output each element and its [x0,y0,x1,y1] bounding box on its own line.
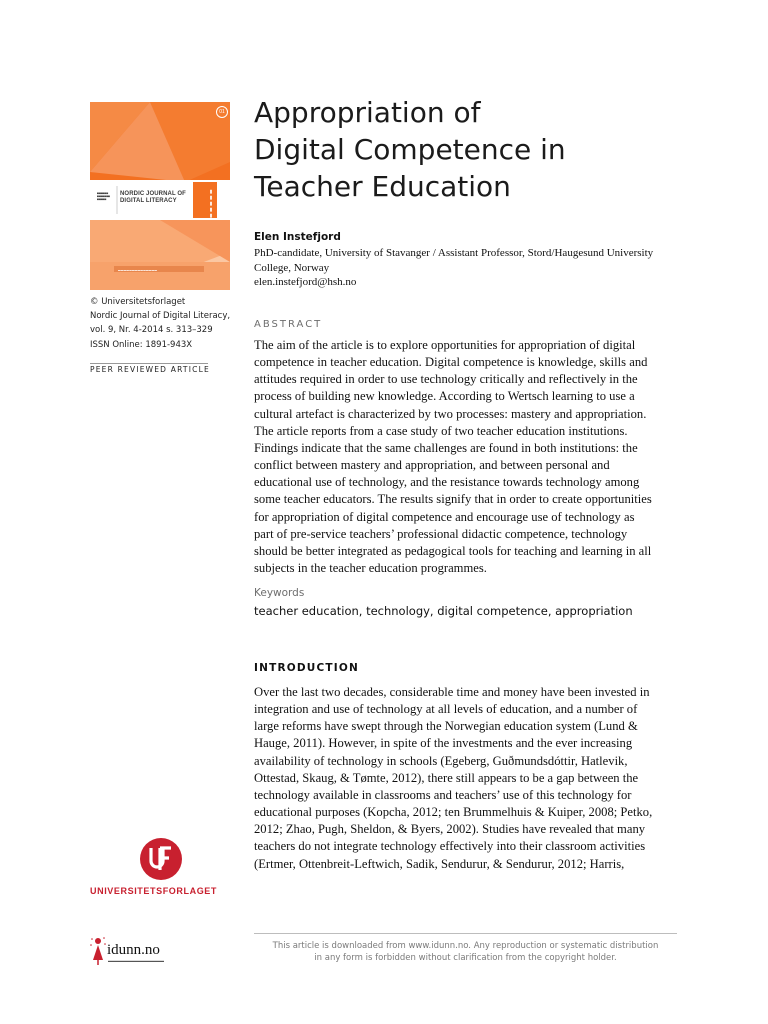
author-email[interactable]: elen.instefjord@hsh.no [254,276,357,288]
cover-journal-title: NORDIC JOURNAL OF DIGITAL LITERACY [120,191,186,204]
journal-cover-image [90,102,230,290]
idunn-wordmark: idunn.no [107,942,160,958]
meta-divider [90,363,208,364]
cover-spine-text: ▮▮▮▮▮ [208,189,214,219]
article-title: Appropriation of Digital Competence in Teacher Education [254,96,566,203]
meta-journal: Nordic Journal of Digital Literacy, [90,311,231,322]
footer-divider [254,933,677,934]
idunn-logo [90,934,210,968]
cover-publisher-mark: ▀▀▀▀▀▀ ▀▀▀▀▀▀▀ ▀▀▀▀▀ [97,193,110,202]
publisher-name: UNIVERSITETSFORLAGET [90,886,218,896]
abstract-body: The aim of the article is to explore opportunities for appropriation of digital competence in teacher education. Digital competence is knowledge, skills and attitudes required in order to use technology critically and reflectively in the process of building new knowledge. According to Wertsch learning to use a cultural artefact is characterized by two processes: mastery and appropriation. The article reports from a case study of two teacher education institutions. Findings indicate that the same challenges are found in both institutions: the conflict between mastery and appropriation, and between personal and educational use of technology, and the resistance towards technology among some teacher educators. The results signify that in order to create opportunities for appropriation of digital competence and encourage use of technology as part of pre-service teachers’ professional didactic competence, technology should be better integrated as pedagogical tools for teaching and learning in all subjects in the teacher education programmes. [254,338,652,576]
abstract-heading: ABSTRACT [254,319,323,330]
meta-volume: vol. 9, Nr. 4-2014 s. 313–329 [90,325,213,336]
author-affiliation: PhD-candidate, University of Stavanger / Assistant Professor, Stord/Haugesund University College, Norway elen.instefjord@hsh.no [254,246,679,290]
idunn-figure-icon [90,936,106,966]
cover-footer-text: ▬▬▬▬▬▬▬▬▬▬▬▬▬▬ [118,269,158,272]
meta-copyright: © Universitetsforlaget [90,297,186,307]
introduction-body: Over the last two decades, considerable time and money have been invested in integration and use of technology at all levels of education, and a number of large reforms have swept through the Norwegian education system (Lund & Hauge, 2011). However, in spite of the investments and the ever increasing availability of technology in schools (Egeberg, Guðmundsdóttir, Hatlevik, Ottestad, Skaug, & Tømte, 2012), there still appears to be a gap between the technology available in classrooms and teachers’ use of this technology for educational purposes (Kopcha, 2012; ten Brummelhuis & Kuiper, 2008; Petko, 2012; Zhao, Pugh, Sheldon, & Byers, 2002). Studies have revealed that many teachers do not integrate technology effectively into their classroom activities (Ertmer, Ottenbreit-Leftwich, Sadik, Sendurur, & Sendurur, 2012; Harris, [254,685,653,871]
publisher-emblem-icon [138,836,184,882]
cover-issue-badge: 01 [216,106,228,118]
keywords-list: teacher education, technology, digital competence, appropriation [254,604,633,618]
keywords-heading: Keywords [254,587,305,599]
download-notice: This article is downloaded from www.idunn.no. Any reproduction or systematic distribution in any form is forbidden without clarification from the copyright holder. [272,941,659,963]
author-name: Elen Instefjord [254,231,341,243]
introduction-heading: INTRODUCTION [254,662,359,674]
cover-special-issue: SPECIAL ISSUE [120,205,162,211]
universitetsforlaget-logo [90,836,232,896]
journal-meta [90,295,240,352]
idunn-tagline: ▬▬▬▬▬▬▬▬▬▬▬▬▬▬ [108,958,164,963]
meta-issn: ISSN Online: 1891-943X [90,339,193,350]
peer-reviewed-label: PEER REVIEWED ARTICLE [90,365,210,374]
